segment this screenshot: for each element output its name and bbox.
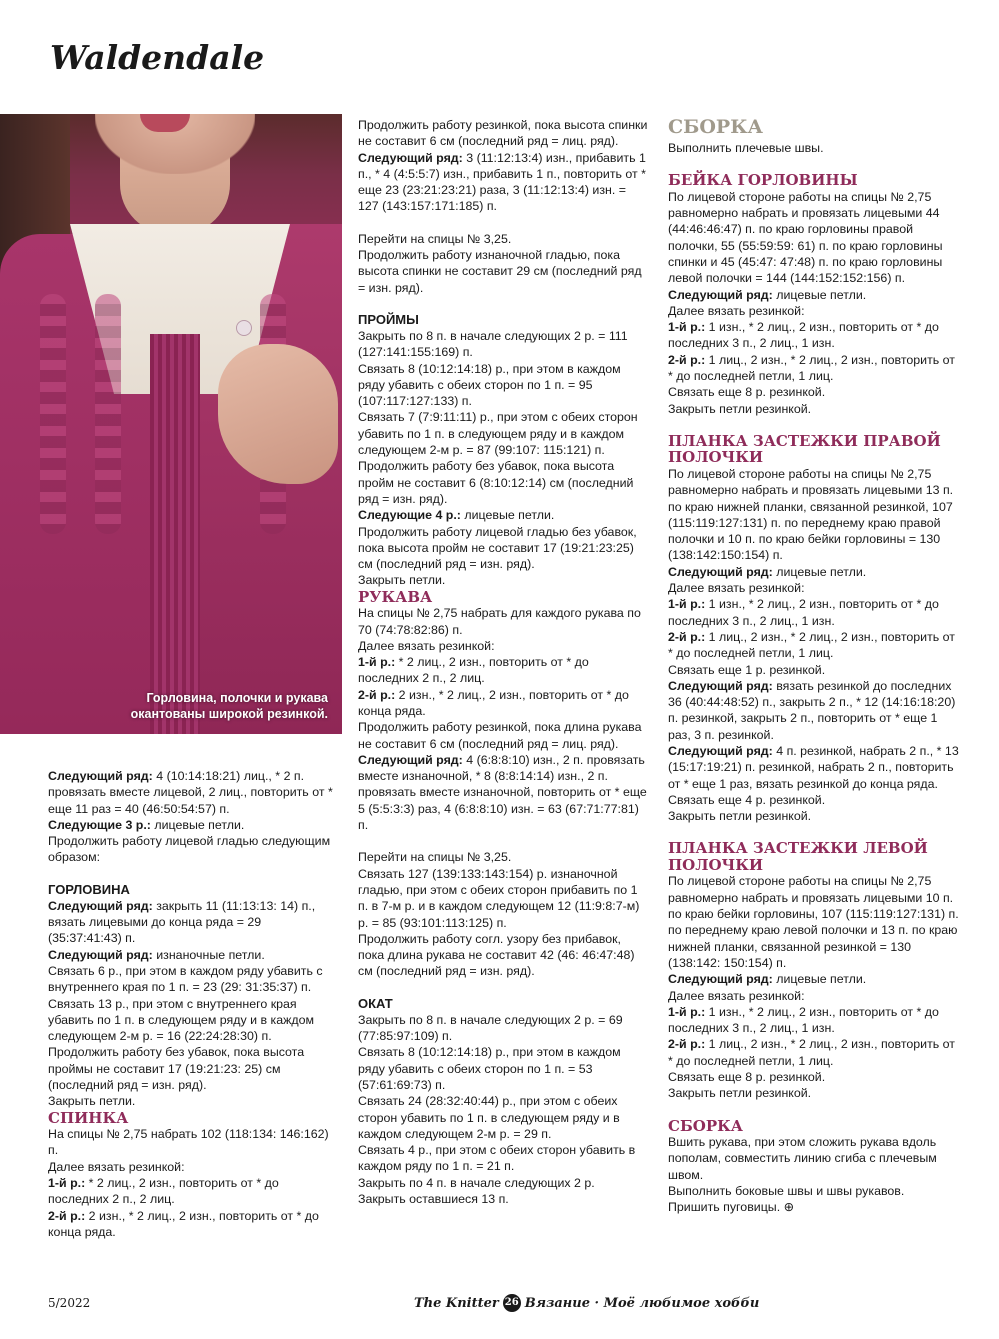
instruction-row — [668, 1004, 962, 1037]
paragraph: Перейти на спицы № 3,25. — [358, 231, 512, 246]
row-label: Следующий ряд: — [668, 744, 773, 758]
paragraph: Пришить пуговицы. ⊕ — [668, 1200, 794, 1215]
paragraph: На спицы № 2,75 набрать для каждого рукава по 70 (74:78:82:86) п. — [358, 606, 641, 637]
paragraph: Связать 6 р., при этом в каждом ряду убавить с внутреннего края по 1 п. = 23 (29: 31:35:37) п. — [48, 963, 323, 995]
row-label: 2-й р.: — [48, 1208, 86, 1223]
row-label: 2-й р.: — [668, 352, 706, 367]
row-text: 4 (6:8:8:10) изн., 2 п. провязать вместе изнаночной, * 8 (8:8:14:14) изн., 2 п. провязать вместе изнаночной, повторить от * еще 5 (5:5:3:3) раз, 4 (6:8:8:10) изн. = 63 (67:71:77:81) п. — [358, 752, 647, 833]
section-heading: СПИНКА — [48, 1108, 129, 1127]
section-heading: РУКАВА — [358, 587, 433, 606]
paragraph: Продолжить работу согл. узору без прибавок, пока длина рукава не составит 42 (46: 46:47:48) см (последний ряд = изн. ряд). — [358, 931, 635, 979]
paragraph: Продолжить работу изнаночной гладью, пока высота спинки не составит 29 см (последний ряд = изн. ряд). — [358, 248, 642, 295]
paragraph: Связать 7 (7:9:11:11) р., при этом с обеих сторон убавить по 1 п. в следующем ряду и в каждом следующем 2-м р. = 87 (99:107: 115:121) п. — [358, 410, 638, 458]
row-label: Следующий ряд: — [358, 752, 463, 767]
row-text: 1 лиц., 2 изн., * 2 лиц., 2 изн., повторить от * до последней петли, 1 лиц. — [668, 352, 955, 384]
instruction-row — [668, 743, 962, 792]
paragraph: На спицы № 2,75 набрать 102 (118:134: 146:162) п. — [48, 1127, 329, 1158]
paragraph: По лицевой стороне работы на спицы № 2,75 равномерно набрать и провязать лицевыми 10 п. по краю бейки горловины, 107 (115:119:127:131) п. по переднему краю левой полочки и 13 п. по краю нижней планки, связанной резинкой = 130 (138:142: 150:154) п. — [668, 874, 959, 970]
row-label: Следующий ряд: — [358, 150, 463, 165]
row-text: вязать резинкой до последних 36 (40:44:48:52) п., закрыть 2 п., * 12 (14:16:18:20) п. резинкой, закрыть 2 п., повторить от * еще 1 раз, 3 п. резинкой. — [668, 678, 956, 742]
paragraph: Далее вязать резинкой: — [48, 1159, 185, 1174]
paragraph: Закрыть петли. — [48, 1094, 136, 1109]
row-label: 1-й р.: — [48, 1176, 86, 1191]
instruction-row — [358, 687, 650, 720]
section-heading: БЕЙКА ГОРЛОВИНЫ — [668, 171, 858, 190]
instruction-row — [358, 752, 650, 833]
section-heading: СБОРКА — [668, 116, 763, 138]
row-text: 1 лиц., 2 изн., * 2 лиц., 2 изн., повторить от * до последней петли, 1 лиц. — [668, 1037, 955, 1068]
caption-line: Горловина, полочки и рукава — [146, 691, 328, 705]
instruction-row — [48, 947, 338, 963]
paragraph: Далее вязать резинкой: — [668, 988, 805, 1003]
paragraph-gap — [358, 980, 650, 996]
instruction-row — [48, 1208, 338, 1241]
row-label: Следующий ряд: — [48, 898, 153, 913]
magazine-footer — [414, 1294, 759, 1312]
instruction-row — [358, 150, 650, 215]
paragraph: Далее вязать резинкой: — [668, 581, 805, 596]
paragraph: Далее вязать резинкой: — [668, 303, 805, 318]
paragraph-gap — [668, 1102, 962, 1118]
paragraph: Закрыть петли. — [358, 573, 446, 588]
row-label: 1-й р.: — [668, 1004, 706, 1019]
paragraph: Закрыть петли резинкой. — [668, 809, 812, 824]
row-text: лицевые петли. — [772, 287, 867, 302]
subsection-heading: ГОРЛОВИНА — [48, 881, 130, 897]
paragraph: Связать 24 (28:32:40:44) р., при этом с обеих сторон убавить по 1 п. в следующем ряду и в каждом следующем 2-м р. = 29 п. — [358, 1094, 620, 1141]
instruction-row — [48, 1175, 338, 1208]
text-column-2 — [358, 117, 650, 1207]
paragraph: Связать 4 р., при этом с обеих сторон убавить в каждом ряду по 1 п. = 21 п. — [358, 1143, 636, 1174]
paragraph: Связать еще 8 р. резинкой. — [668, 385, 826, 400]
row-text: изнаночные петли. — [152, 947, 265, 962]
instruction-row — [668, 971, 962, 987]
instruction-row — [668, 319, 962, 352]
paragraph: Связать еще 4 р. резинкой. — [668, 792, 826, 807]
paragraph: Продолжить работу без убавок, пока высота пройм не составит 6 (8:10:12:14) см (последний ряд = изн. ряд). — [358, 459, 634, 506]
row-text: 1 изн., * 2 лиц., 2 изн., повторить от * до последних 3 п., 2 лиц., 1 изн. — [668, 1004, 939, 1036]
section-heading: ПЛАНКА ЗАСТЕЖКИ ЛЕВОЙ ПОЛОЧКИ — [668, 839, 928, 874]
row-text: закрыть 11 (11:13:13: 14) п., вязать лицевыми до конца ряда = 29 (35:37:41:43) п. — [48, 898, 316, 946]
paragraph-gap — [48, 866, 338, 882]
paragraph: Продолжить работу резинкой, пока длина рукава не составит 6 см (последний ряд = лиц. ряд). — [358, 720, 642, 751]
paragraph-gap — [358, 296, 650, 312]
article-title: Waldendale — [50, 38, 265, 77]
row-text: 2 изн., * 2 лиц., 2 изн., повторить от * до конца ряда. — [358, 687, 629, 718]
row-text: 3 (11:12:13:4) изн., прибавить 1 п., * 4 (4:5:5:7) изн., прибавить 1 п., повторить от * еще 23 (23:21:23:21) раза, 3 (11:12:13:4) изн. = 127 (143:157:171:185) п. — [358, 150, 646, 214]
instruction-row — [668, 564, 962, 580]
instruction-row — [668, 352, 962, 385]
section-heading: СБОРКА — [668, 1116, 743, 1135]
paragraph: Связать 8 (10:12:14:18) р., при этом в каждом ряду убавить с обеих сторон по 1 п. = 53 (57:61:69:73) п. — [358, 1045, 621, 1092]
subsection-heading: ОКАТ — [358, 995, 393, 1011]
row-label: 1-й р.: — [358, 655, 396, 670]
text-column-1 — [48, 768, 338, 1240]
row-text: * 2 лиц., 2 изн., повторить от * до последних 2 п., 2 лиц. — [358, 655, 589, 686]
photo-caption — [131, 690, 328, 722]
paragraph: Продолжить работу без убавок, пока высота проймы не составит 17 (19:21:23: 25) см (последний ряд = изн. ряд). — [48, 1045, 305, 1093]
row-label: 2-й р.: — [668, 629, 706, 644]
row-text: лицевые петли. — [460, 508, 555, 523]
paragraph: Закрыть по 8 п. в начале следующих 2 р. = 69 (77:85:97:109) п. — [358, 1012, 623, 1044]
paragraph: Продолжить работу лицевой гладью без убавок, пока высота пройм не составит 17 (19:21:23:25) см (последний ряд = изн. ряд). — [358, 524, 637, 572]
tagline: Вязание · Моё любимое хобби — [524, 1295, 760, 1311]
paragraph: Далее вязать резинкой: — [358, 638, 495, 653]
row-label: Следующий ряд: — [668, 678, 773, 693]
paragraph: По лицевой стороне работы на спицы № 2,75 равномерно набрать и провязать лицевыми 13 п. по краю нижней планки, связанной резинкой, 107 (115:119:127:131) п. по переднему краю правой полочки и 10 п. по краю бейки горловины = 130 (138:142:150:154) п. — [668, 466, 954, 563]
paragraph: Связать еще 1 р. резинкой. — [668, 662, 826, 677]
row-text: лицевые петли. — [150, 817, 245, 832]
cardigan-photo — [0, 114, 342, 734]
paragraph: Связать 8 (10:12:14:18) р., при этом в каждом ряду убавить с обеих сторон по 1 п. = 95 (107:117:127:133) п. — [358, 361, 621, 409]
paragraph: Продолжить работу резинкой, пока высота спинки не составит 6 см (последний ряд = лиц. ряд). — [358, 118, 648, 149]
row-text: 4 (10:14:18:21) лиц., * 2 п. провязать вместе лицевой, 2 лиц., повторить от * еще 11 раз = 40 (46:50:54:57) п. — [48, 769, 333, 816]
paragraph: Выполнить плечевые швы. — [668, 141, 824, 155]
instruction-row — [668, 678, 962, 743]
instruction-row — [668, 287, 962, 303]
page-number: 26 — [503, 1294, 521, 1312]
row-label: 2-й р.: — [668, 1037, 706, 1052]
paragraph: Продолжить работу лицевой гладью следующим образом: — [48, 834, 331, 865]
row-label: Следующий ряд: — [48, 947, 153, 962]
section-heading: ПЛАНКА ЗАСТЕЖКИ ПРАВОЙ ПОЛОЧКИ — [668, 431, 941, 467]
row-label: Следующие 3 р.: — [48, 817, 151, 832]
brand-name: The Knitter — [414, 1295, 499, 1311]
instruction-row — [358, 654, 650, 687]
row-label: 1-й р.: — [668, 597, 706, 612]
row-text: * 2 лиц., 2 изн., повторить от * до последних 2 п., 2 лиц. — [48, 1176, 279, 1207]
instruction-row — [668, 1036, 962, 1069]
instruction-row — [668, 596, 962, 629]
instruction-row — [48, 817, 338, 833]
row-label: Следующий ряд: — [668, 287, 773, 302]
row-label: Следующие 4 р.: — [358, 508, 461, 523]
paragraph-gap — [358, 215, 650, 231]
paragraph: Закрыть петли резинкой. — [668, 401, 812, 416]
row-label: Следующий ряд: — [668, 564, 773, 579]
subsection-heading: ПРОЙМЫ — [358, 311, 419, 327]
paragraph: По лицевой стороне работы на спицы № 2,75 равномерно набрать и провязать лицевыми 44 (44:46:46:47) п. по краю горловины правой полочки, 55 (55:59:59: 61) п. по краю горловины спинки и 45 (45:47: 47:48) п. по краю горловины левой полочки = 144 (144:152:152:156) п. — [668, 189, 943, 286]
paragraph-gap — [668, 417, 962, 433]
row-text: 2 изн., * 2 лиц., 2 изн., повторить от * до конца ряда. — [48, 1208, 319, 1239]
paragraph: Связать 13 р., при этом с внутреннего края убавить по 1 п. в следующем ряду и в каждом следующем 2-м р. = 16 (22:24:28:30) п. — [48, 996, 315, 1044]
row-label: Следующий ряд: — [668, 972, 773, 987]
row-text: 1 изн., * 2 лиц., 2 изн., повторить от * до последних 3 п., 2 лиц., 1 изн. — [668, 320, 939, 351]
text-column-3 — [668, 114, 962, 1216]
paragraph: Закрыть по 8 п. в начале следующих 2 р. = 111 (127:141:155:169) п. — [358, 328, 628, 360]
paragraph: Закрыть оставшиеся 13 п. — [358, 1192, 509, 1207]
row-label: Следующий ряд: — [48, 769, 153, 783]
paragraph: Перейти на спицы № 3,25. — [358, 850, 512, 865]
caption-line: окантованы широкой резинкой. — [130, 707, 328, 721]
paragraph: Закрыть петли резинкой. — [668, 1086, 812, 1101]
instruction-row — [48, 898, 338, 947]
row-label: 1-й р.: — [668, 320, 706, 335]
row-text: лицевые петли. — [772, 564, 867, 579]
row-text: 4 п. резинкой, набрать 2 п., * 13 (15:17:19:21) п. резинкой, набрать 2 п., повторить от * еще 1 раз, вязать резинкой до конца ряда. — [668, 744, 959, 791]
row-text: 1 изн., * 2 лиц., 2 изн., повторить от * до последних 3 п., 2 лиц., 1 изн. — [668, 597, 939, 628]
instruction-row — [48, 768, 338, 817]
paragraph: Выполнить боковые швы и швы рукавов. — [668, 1184, 905, 1199]
paragraph: Связать еще 8 р. резинкой. — [668, 1070, 826, 1085]
issue-number: 5/2022 — [48, 1296, 91, 1310]
paragraph: Вшить рукава, при этом сложить рукава вдоль пополам, совместить линию сгиба с плечевым швом. — [668, 1135, 937, 1182]
paragraph-gap — [358, 833, 650, 849]
row-label: 2-й р.: — [358, 687, 396, 702]
row-text: 1 лиц., 2 изн., * 2 лиц., 2 изн., повторить от * до последней петли, 1 лиц. — [668, 629, 955, 661]
instruction-row — [358, 507, 650, 523]
paragraph: Связать 127 (139:133:143:154) р. изнаночной гладью, при этом с обеих сторон прибавить по 1 п. в 7-м р. и в каждом следующем 12 (11:9:8:7-м) р. = 85 (93:101:113:125) п. — [358, 866, 640, 930]
row-text: лицевые петли. — [772, 972, 867, 987]
paragraph-gap — [668, 156, 962, 172]
paragraph: Закрыть по 4 п. в начале следующих 2 р. — [358, 1175, 595, 1190]
instruction-row — [668, 629, 962, 662]
